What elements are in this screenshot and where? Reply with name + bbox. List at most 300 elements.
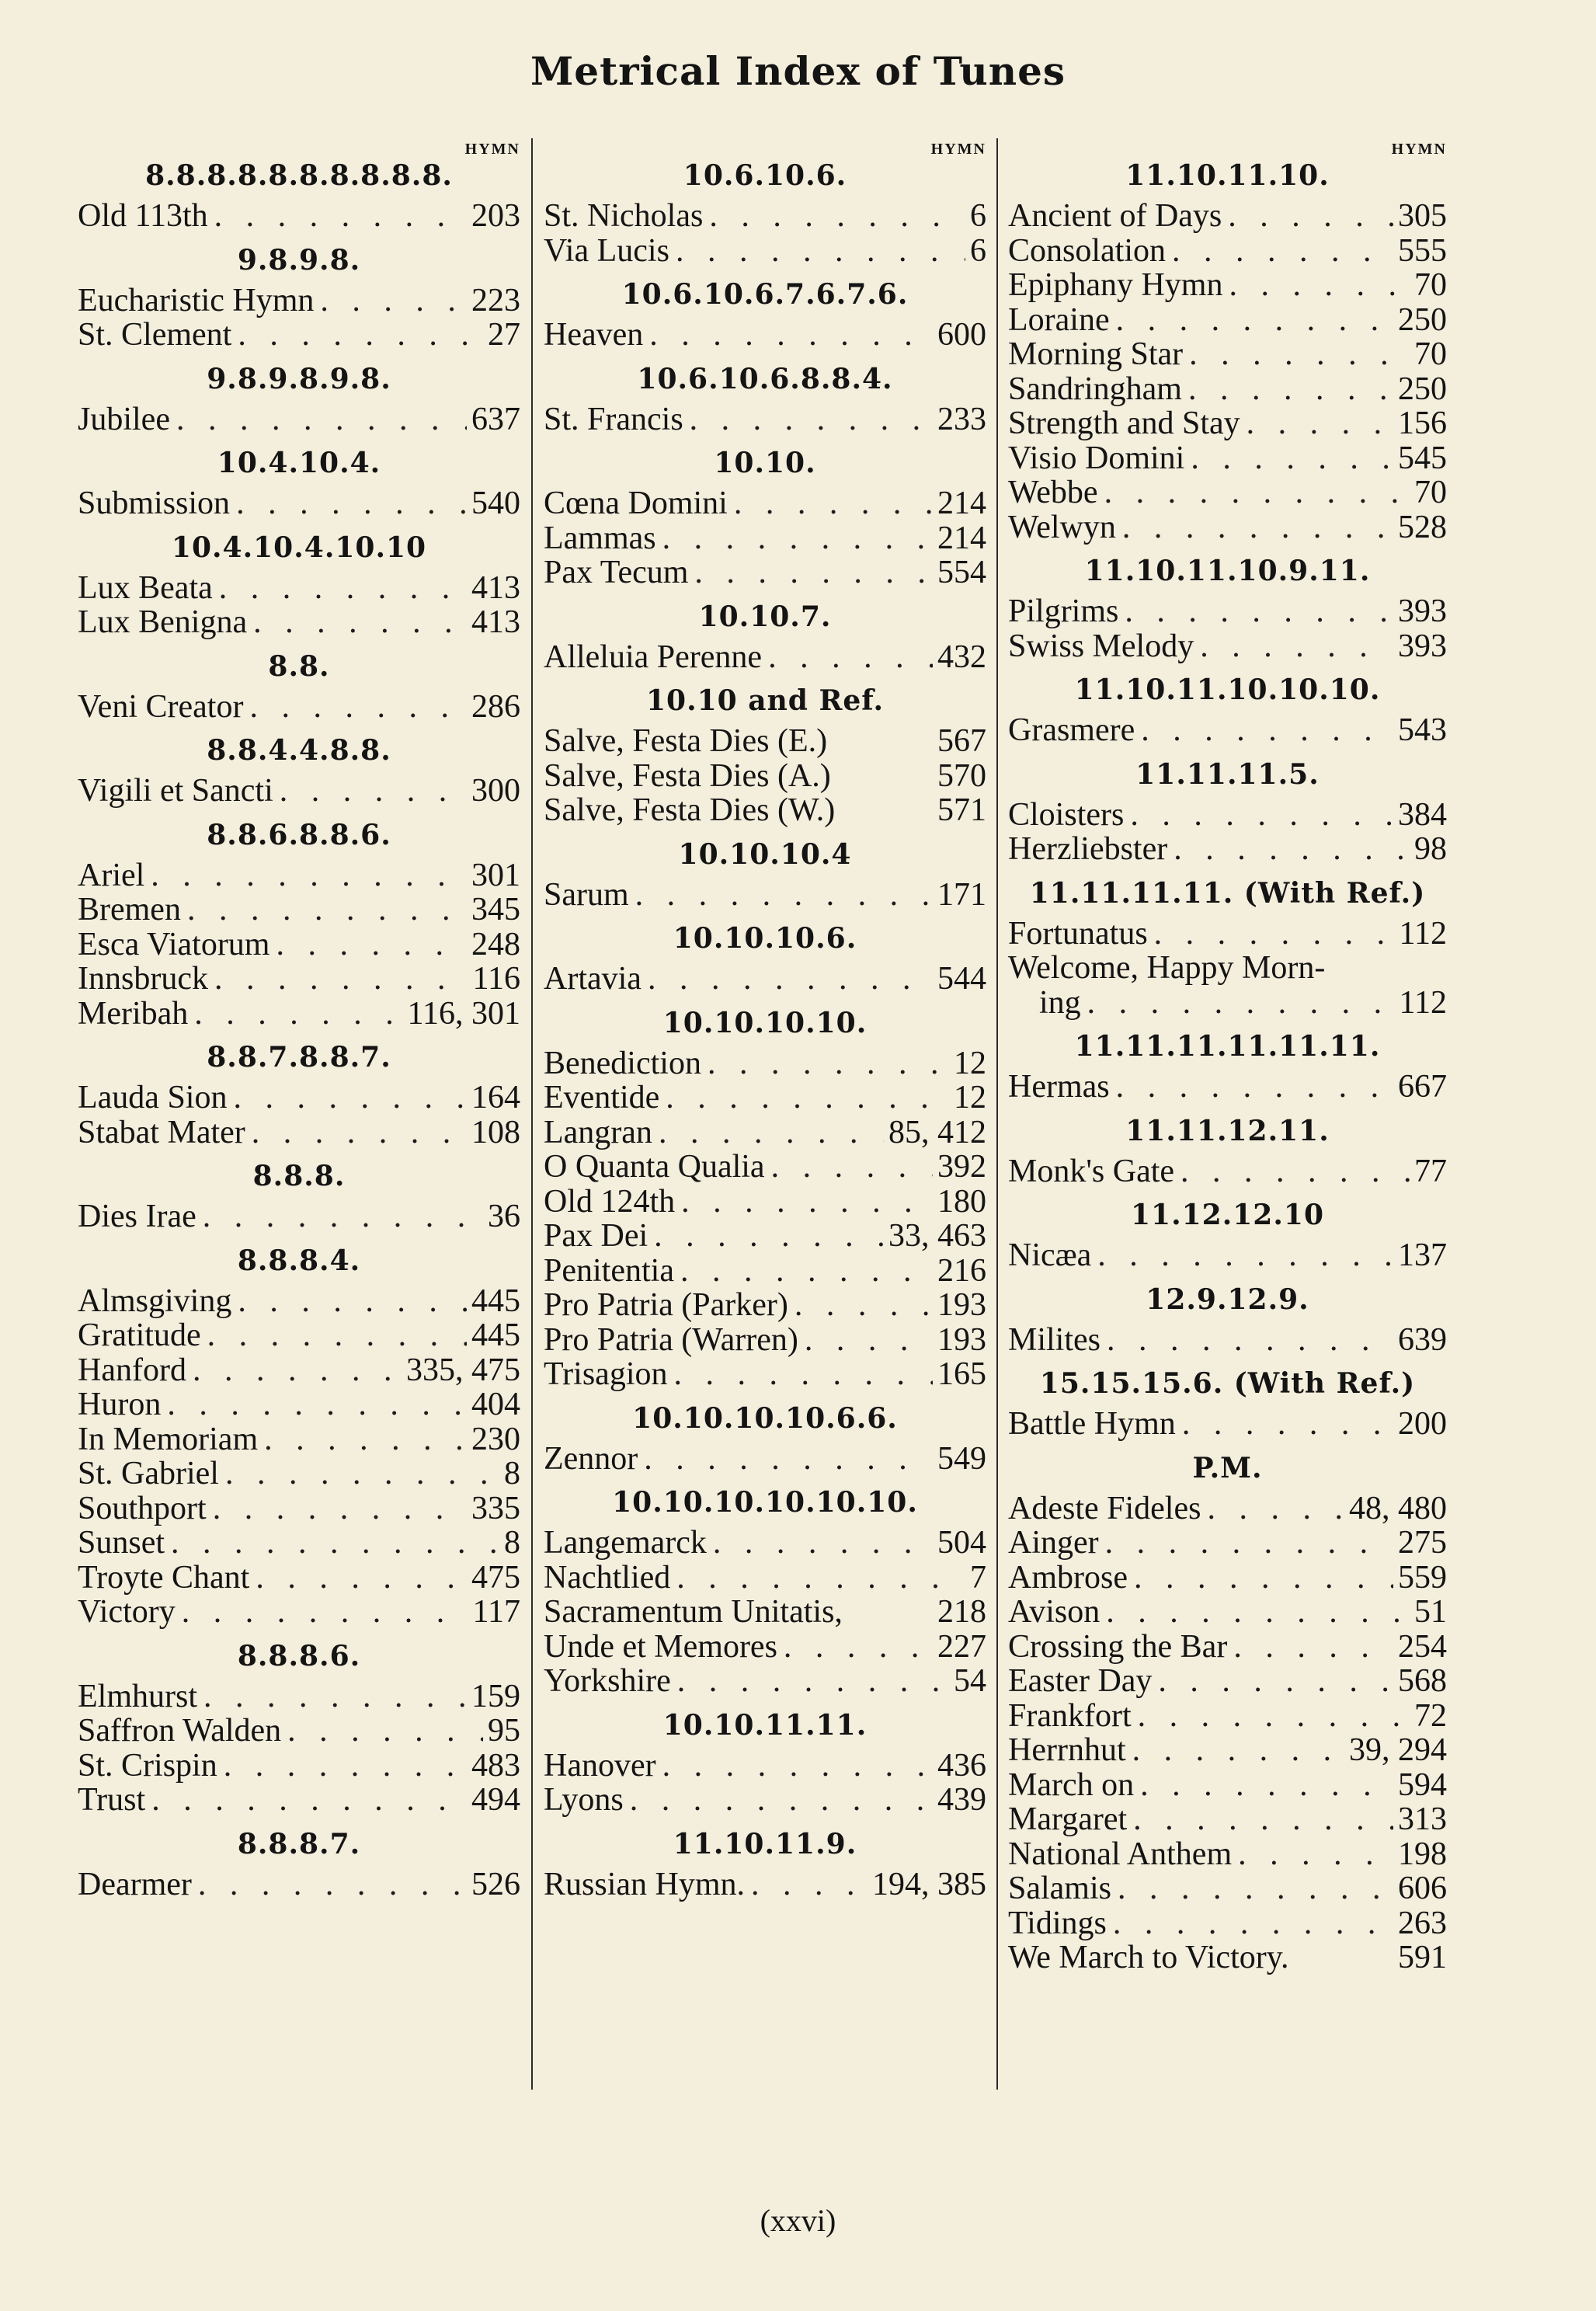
dot-leader	[1240, 406, 1393, 441]
dot-leader	[186, 1353, 402, 1388]
tune-entry	[544, 234, 986, 269]
dot-leader	[161, 1387, 467, 1422]
tune-name: Epiphany Hymn	[1008, 267, 1223, 303]
dot-leader	[669, 234, 965, 269]
dot-leader	[281, 1714, 483, 1749]
tune-name: Morning Star	[1008, 336, 1184, 372]
tune-name: Benediction	[544, 1045, 701, 1081]
tune-entry	[78, 1491, 520, 1526]
dot-leader	[1232, 1837, 1393, 1872]
dot-leader	[1128, 1561, 1393, 1596]
tune-entry	[1008, 1871, 1447, 1906]
tune-entry	[1008, 199, 1447, 234]
tune-entry	[78, 1561, 520, 1596]
tune-name: Unde et Memores	[544, 1628, 777, 1665]
meter-heading: 10.6.10.6.7.6.7.6.	[621, 278, 909, 311]
dot-leader	[1176, 1407, 1393, 1442]
tune-name: Pax Tecum	[544, 555, 689, 590]
meter-heading: 8.8.8.7.	[237, 1827, 361, 1860]
tune-name: Langemarck	[544, 1525, 707, 1561]
page-title: Metrical Index of Tunes	[530, 48, 1066, 94]
hymn-number: 200	[1398, 1406, 1447, 1442]
dot-leader	[1134, 1768, 1393, 1803]
meter-heading: 10.10.10.10.	[662, 1006, 868, 1039]
meter-heading: 8.8.8.8.8.8.8.8.8.8.	[145, 159, 453, 192]
tune-entry	[544, 521, 986, 556]
dot-leader	[1166, 234, 1393, 269]
hymn-number: 12	[954, 1080, 986, 1115]
dot-leader	[777, 1630, 933, 1665]
tune-entry	[544, 1749, 986, 1784]
tune-name: Lammas	[544, 520, 656, 556]
hymn-number: 8	[504, 1456, 520, 1491]
tune-name: Welwyn	[1008, 509, 1116, 545]
tune-name: Milites	[1008, 1321, 1101, 1358]
dot-leader	[765, 1150, 933, 1185]
dot-leader	[243, 690, 467, 725]
tune-entry	[544, 318, 986, 353]
dot-leader	[1116, 510, 1393, 545]
tune-entry	[78, 605, 520, 640]
tune-name: Stabat Mater	[78, 1114, 245, 1150]
tune-entry	[78, 997, 520, 1032]
dot-leader	[144, 858, 467, 893]
tune-name: Zennor	[544, 1440, 638, 1477]
tune-name: Lyons	[544, 1782, 624, 1818]
tune-name: Sandringham	[1008, 371, 1182, 407]
tune-name: Pro Patria (Parker)	[544, 1287, 788, 1323]
dot-leader	[196, 1199, 483, 1234]
dot-leader	[1126, 1733, 1344, 1768]
dot-leader	[701, 1046, 949, 1081]
meter-heading: 10.10.10.10.10.10.	[612, 1486, 918, 1519]
hymn-number: 637	[471, 401, 520, 437]
hymn-number: 156	[1398, 405, 1447, 441]
tune-name: Grasmere	[1008, 712, 1135, 748]
hymn-number: 227	[937, 1628, 986, 1665]
tune-entry	[544, 1219, 986, 1254]
tune-name: O Quanta Qualia	[544, 1149, 765, 1185]
dot-leader	[247, 605, 467, 640]
dot-leader	[1127, 1802, 1393, 1837]
dot-leader	[648, 1219, 884, 1254]
tune-entry	[1008, 1407, 1447, 1442]
tune-name: Submission	[78, 486, 231, 521]
tune-entry	[1008, 1561, 1447, 1596]
tune-entry	[1008, 986, 1447, 1021]
dot-leader	[652, 1115, 884, 1150]
tune-name-continued: ing	[1039, 984, 1081, 1021]
tune-name: Pro Patria (Warren)	[544, 1321, 798, 1358]
tune-name: Easter Day	[1008, 1663, 1153, 1699]
dot-leader	[213, 571, 467, 606]
hymn-number: 413	[471, 604, 520, 640]
dot-leader	[269, 928, 467, 962]
hymn-number: 335	[471, 1490, 520, 1526]
tune-name: Southport	[78, 1490, 207, 1526]
tune-name: Sacramentum Unitatis,	[544, 1594, 843, 1630]
tune-entry	[544, 1185, 986, 1220]
dot-leader	[624, 1783, 933, 1818]
tune-name: St. Gabriel	[78, 1456, 219, 1491]
dot-leader	[1098, 475, 1410, 510]
dot-leader	[219, 1457, 499, 1491]
hymn-number: 116	[472, 961, 520, 997]
meter-heading: 11.10.11.10.	[1125, 159, 1330, 192]
dot-leader	[1222, 268, 1410, 303]
tune-name: Jubilee	[78, 401, 170, 437]
hymn-number: 436	[937, 1747, 986, 1784]
dot-leader	[638, 1442, 933, 1477]
hymn-number: 667	[1398, 1069, 1447, 1105]
meter-heading: 8.8.	[268, 649, 330, 683]
tune-name: Via Lucis	[544, 232, 669, 269]
hymn-number: 445	[471, 1317, 520, 1353]
dot-leader	[656, 1749, 933, 1784]
dot-leader	[671, 1664, 949, 1699]
dot-leader	[1201, 1491, 1344, 1526]
hymn-number: 305	[1398, 198, 1447, 234]
tune-name: Bremen	[78, 892, 181, 928]
tune-name: Frankfort	[1008, 1697, 1132, 1734]
tune-entry	[544, 402, 986, 437]
dot-leader	[207, 1491, 467, 1526]
tune-name: Langran	[544, 1114, 652, 1150]
tune-entry	[78, 1714, 520, 1749]
hymn-number: 171	[937, 876, 986, 913]
tune-entry	[1008, 510, 1447, 545]
hymn-number: 540	[471, 486, 520, 521]
dot-leader	[314, 284, 467, 318]
hymn-number: 432	[937, 639, 986, 675]
tune-name: Dies Irae	[78, 1199, 196, 1234]
meter-heading: 11.12.12.10	[1131, 1199, 1324, 1231]
tune-entry	[544, 1867, 986, 1902]
tune-entry	[1008, 1595, 1447, 1630]
tune-entry	[78, 284, 520, 318]
tune-entry	[544, 1288, 986, 1323]
dot-leader	[674, 1254, 933, 1289]
meter-heading: 10.10.10.6.	[673, 922, 857, 955]
tune-entry	[78, 962, 520, 997]
hymn-number: 85, 412	[888, 1114, 986, 1150]
dot-leader	[1124, 798, 1393, 833]
hymn-number: 250	[1398, 371, 1447, 407]
dot-leader	[683, 402, 933, 437]
tune-entry	[78, 1387, 520, 1422]
tune-name: Dearmer	[78, 1866, 192, 1902]
tune-entry	[78, 774, 520, 809]
tune-entry	[78, 1867, 520, 1902]
meter-heading: 10.4.10.4.10.10	[171, 531, 427, 564]
dot-leader	[788, 1288, 933, 1323]
tune-name: We March to Victory.	[1008, 1940, 1289, 1975]
tune-entry	[78, 571, 520, 606]
dot-leader	[273, 774, 467, 809]
tune-entry	[544, 724, 986, 759]
tune-name: Ambrose	[1008, 1559, 1128, 1596]
dot-leader	[668, 1357, 934, 1392]
meter-heading: 10.10.	[714, 447, 816, 479]
dot-leader	[145, 1783, 467, 1818]
hymn-number: 36	[488, 1199, 520, 1234]
dot-leader	[642, 962, 933, 997]
tune-name: St. Crispin	[78, 1747, 217, 1784]
tune-name: Avison	[1008, 1594, 1101, 1630]
dot-leader	[1132, 1699, 1410, 1734]
tune-entry	[544, 1526, 986, 1561]
tune-entry	[544, 1150, 986, 1185]
tune-name: Sunset	[78, 1525, 165, 1561]
dot-leader	[1111, 1871, 1393, 1906]
hymn-number: 475	[471, 1559, 520, 1596]
hymn-number: 7	[970, 1559, 986, 1596]
tune-name: Herzliebster	[1008, 831, 1168, 867]
tune-name: Loraine	[1008, 301, 1110, 338]
hymn-number: 483	[471, 1747, 520, 1784]
hymn-number: 543	[1398, 712, 1447, 748]
tune-name: Salve, Festa Dies (A.)	[544, 757, 831, 794]
tune-entry	[78, 1353, 520, 1388]
tune-name: Victory	[78, 1594, 176, 1630]
dot-leader	[1081, 986, 1395, 1021]
hymn-number: 27	[488, 317, 520, 353]
tune-name: Pilgrims	[1008, 593, 1119, 629]
hymn-column-header: HYMN	[930, 141, 986, 158]
hymn-number: 545	[1398, 440, 1447, 476]
tune-entry	[1008, 475, 1447, 510]
tune-name: Elmhurst	[78, 1678, 197, 1714]
meter-heading: 8.8.4.4.8.8.	[207, 734, 391, 767]
tune-entry	[544, 759, 986, 794]
tune-entry	[1008, 1802, 1447, 1837]
hymn-number: 8	[504, 1525, 520, 1561]
hymn-number: 392	[937, 1149, 986, 1185]
hymn-number: 214	[937, 486, 986, 521]
tune-name: Eucharistic Hymn	[78, 282, 315, 318]
tune-entry	[78, 928, 520, 962]
tune-entry	[1008, 337, 1447, 372]
hymn-number: 193	[937, 1287, 986, 1323]
hymn-number: 218	[937, 1594, 986, 1630]
dot-leader	[670, 1561, 965, 1596]
hymn-number: 606	[1398, 1871, 1447, 1906]
tune-entry	[1008, 1526, 1447, 1561]
dot-leader	[231, 318, 483, 353]
tune-entry	[544, 793, 986, 828]
tune-name: St. Nicholas	[544, 198, 704, 234]
tune-name: Trisagion	[544, 1356, 668, 1392]
tune-name: Eventide	[544, 1080, 660, 1115]
tune-entry	[1008, 798, 1447, 833]
tune-name: Vigili et Sancti	[78, 773, 273, 809]
tune-entry	[1008, 1070, 1447, 1105]
tune-name: Troyte Chant	[78, 1559, 250, 1596]
tune-name: Old 124th	[544, 1183, 676, 1220]
tune-name: Cloisters	[1008, 796, 1125, 833]
tune-entry	[544, 1357, 986, 1392]
tune-name: Nicæa	[1008, 1237, 1092, 1273]
tune-name: Hanford	[78, 1352, 186, 1388]
hymn-number: 216	[937, 1252, 986, 1289]
hymn-column-header: HYMN	[1391, 141, 1447, 158]
tune-name: Pax Dei	[544, 1218, 648, 1254]
meter-heading: 9.8.9.8.	[237, 243, 361, 277]
tune-entry	[1008, 1733, 1447, 1768]
tune-entry	[1008, 268, 1447, 303]
dot-leader	[217, 1749, 467, 1784]
tune-name: Webbe	[1008, 475, 1098, 510]
hymn-number: 594	[1398, 1766, 1447, 1803]
hymn-number: 194, 385	[872, 1866, 986, 1902]
tune-entry	[78, 318, 520, 353]
tune-entry	[78, 1595, 520, 1630]
hymn-number: 230	[471, 1421, 520, 1457]
meter-heading: 11.11.11.11.11.11.	[1074, 1030, 1381, 1063]
meter-heading: 11.10.11.10.9.11.	[1084, 555, 1371, 587]
page-number: (xxvi)	[760, 2203, 836, 2238]
tune-name: St. Clement	[78, 317, 232, 353]
tune-entry	[78, 1199, 520, 1234]
tune-name: Ainger	[1008, 1525, 1099, 1561]
dot-leader	[1099, 1526, 1393, 1561]
dot-leader	[1182, 372, 1393, 407]
hymn-number: 504	[937, 1525, 986, 1561]
hymn-number: 404	[471, 1387, 520, 1422]
meter-heading: 10.10.11.11.	[662, 1708, 868, 1742]
dot-leader	[227, 1081, 467, 1115]
dot-leader	[643, 318, 933, 353]
tune-entry	[78, 1422, 520, 1457]
hymn-number: 301	[471, 857, 520, 893]
dot-leader	[231, 1284, 467, 1319]
dot-leader	[1091, 1238, 1393, 1273]
meter-heading: P.M.	[1192, 1451, 1263, 1484]
tune-entry	[1008, 1323, 1447, 1358]
dot-leader	[208, 962, 468, 997]
hymn-number: 559	[1398, 1559, 1447, 1596]
tune-name: Yorkshire	[544, 1663, 671, 1699]
tune-name: Lux Benigna	[78, 604, 248, 640]
tune-entry	[544, 199, 986, 234]
meter-heading: 8.8.8.6.	[237, 1639, 361, 1672]
dot-leader	[745, 1867, 868, 1902]
meter-heading: 8.8.7.8.8.7.	[207, 1041, 391, 1074]
hymn-number: 116, 301	[407, 995, 520, 1032]
meter-heading: 9.8.9.8.9.8.	[207, 362, 391, 395]
tune-name: Trust	[78, 1782, 146, 1818]
hymn-number: 250	[1398, 301, 1447, 338]
tune-name: Alleluia Perenne	[544, 639, 763, 675]
hymn-number: 70	[1414, 475, 1447, 510]
dot-leader	[192, 1867, 467, 1902]
tune-entry	[1008, 917, 1447, 952]
hymn-number: 639	[1398, 1321, 1447, 1358]
hymn-number: 108	[471, 1114, 520, 1150]
tune-entry	[78, 1081, 520, 1115]
hymn-number: 214	[937, 520, 986, 556]
dot-leader	[1184, 441, 1393, 476]
column-divider	[996, 138, 998, 2090]
tune-name: Nachtlied	[544, 1559, 671, 1596]
tune-entry	[544, 1630, 986, 1665]
meter-heading: 11.10.11.9.	[673, 1827, 857, 1860]
dot-leader	[1110, 1070, 1393, 1105]
hymn-number: 526	[471, 1866, 520, 1902]
dot-leader	[258, 1422, 467, 1457]
index-column-3	[1008, 140, 1447, 2090]
tune-entry	[1008, 1768, 1447, 1803]
hymn-number: 544	[937, 961, 986, 997]
hymn-number: 33, 463	[888, 1218, 986, 1254]
tune-name: Veni Creator	[78, 688, 244, 725]
meter-heading: 15.15.15.6. (With Ref.)	[1039, 1367, 1416, 1400]
tune-name: Visio Domini	[1008, 440, 1185, 476]
hymn-number: 494	[471, 1782, 520, 1818]
tune-name: Herrnhut	[1008, 1732, 1126, 1768]
dot-leader	[1183, 337, 1410, 372]
tune-name: National Anthem	[1008, 1836, 1233, 1872]
hymn-number: 413	[471, 569, 520, 606]
meter-heading: 11.11.11.11. (With Ref.)	[1029, 876, 1426, 910]
dot-leader	[1110, 303, 1393, 338]
tune-entry	[78, 1284, 520, 1319]
dot-leader	[798, 1323, 933, 1358]
tune-entry	[544, 1046, 986, 1081]
tune-entry	[544, 1595, 986, 1630]
hymn-number: 393	[1398, 593, 1447, 629]
tune-name: Gratitude	[78, 1317, 201, 1353]
tune-entry	[78, 1115, 520, 1150]
tune-name: Ancient of Days	[1008, 198, 1222, 234]
dot-leader	[181, 893, 467, 928]
hymn-number: 263	[1398, 1905, 1447, 1941]
meter-heading: 8.8.6.8.8.6.	[207, 818, 391, 851]
hymn-number: 6	[970, 232, 986, 269]
meter-heading: 11.11.12.11.	[1125, 1114, 1330, 1147]
tune-name: Ariel	[78, 857, 145, 893]
tune-name: Artavia	[544, 961, 642, 997]
tune-entry	[544, 1783, 986, 1818]
tune-entry	[78, 858, 520, 893]
hymn-number: 6	[970, 198, 986, 234]
tune-name: Meribah	[78, 995, 189, 1032]
hymn-number: 165	[937, 1356, 986, 1392]
dot-leader	[1152, 1664, 1393, 1699]
tune-name: Swiss Melody	[1008, 628, 1194, 664]
dot-leader	[201, 1318, 467, 1353]
tune-entry	[1008, 1837, 1447, 1872]
meter-heading: 10.10.10.10.6.6.	[632, 1401, 898, 1435]
hymn-number: 180	[937, 1183, 986, 1220]
dot-leader	[629, 878, 933, 913]
tune-entry	[1008, 832, 1447, 867]
hymn-number: 193	[937, 1321, 986, 1358]
tune-entry	[544, 962, 986, 997]
dot-leader	[249, 1561, 467, 1596]
tune-name: Heaven	[544, 317, 644, 353]
meter-heading: 10.10.7.	[698, 600, 832, 633]
tune-name: Old 113th	[78, 198, 208, 234]
hymn-number: 112	[1399, 984, 1447, 1021]
tune-entry	[78, 486, 520, 521]
hymn-number: 555	[1398, 232, 1447, 269]
tune-name: St. Francis	[544, 401, 683, 437]
dot-leader	[1100, 1595, 1410, 1630]
tune-entry	[78, 199, 520, 234]
tune-entry	[78, 1457, 520, 1491]
hymn-number: 286	[471, 688, 520, 725]
